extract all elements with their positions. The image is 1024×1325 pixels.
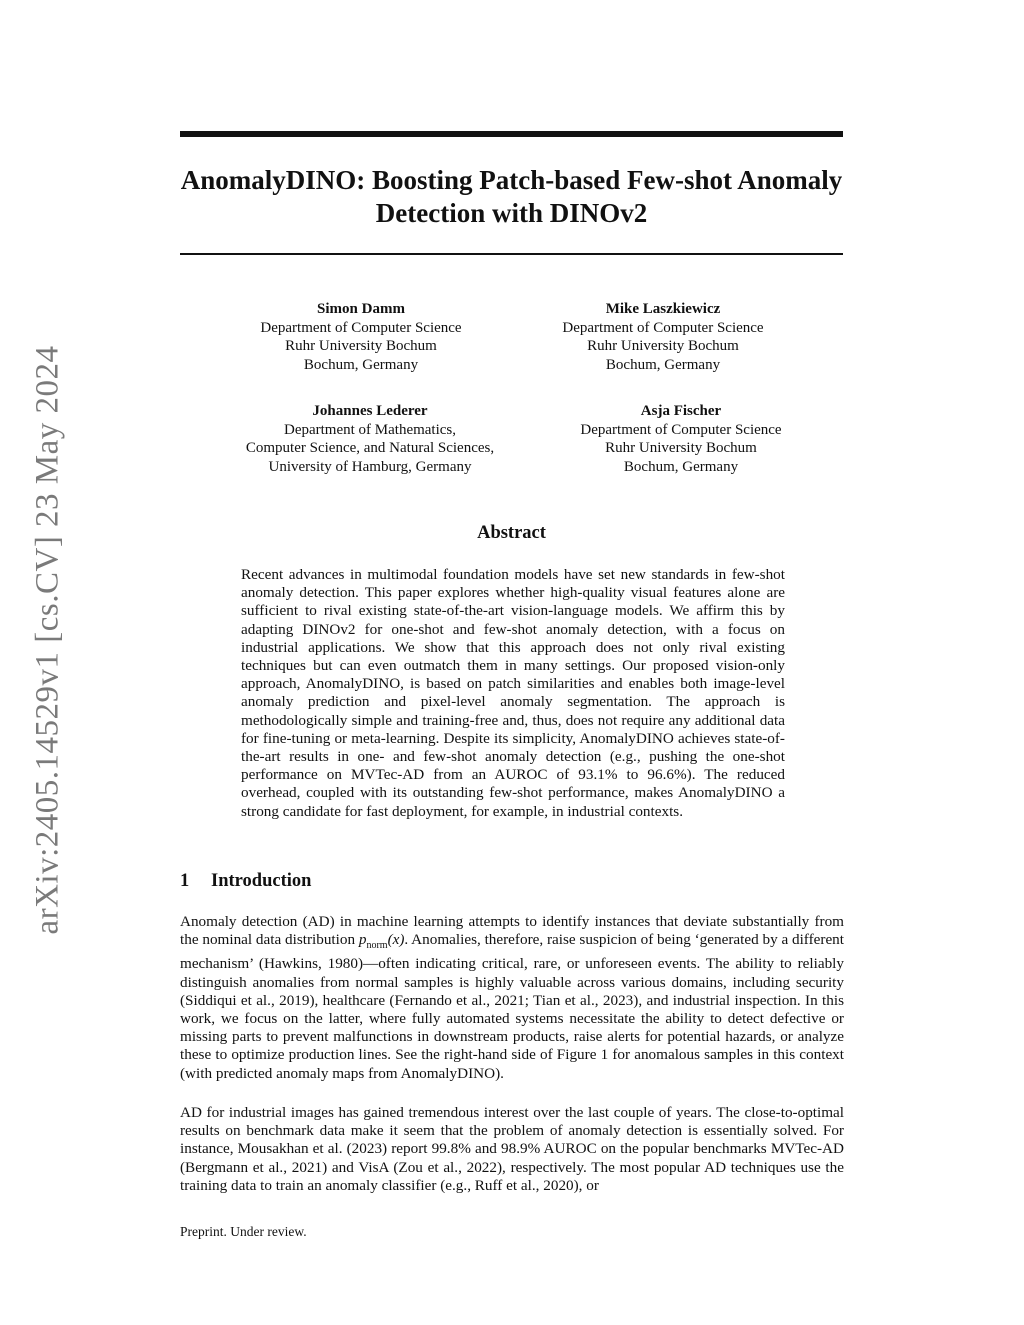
title-bottom-rule <box>180 253 843 255</box>
author-block <box>511 402 851 476</box>
title-top-rule <box>180 131 843 137</box>
author-block <box>493 300 833 374</box>
paragraph-text: . Anomalies, therefore, raise suspicion of being ‘generated by a different mechanism’ (Hawkins, 1980)—often indicating critical, rare, or unforeseen events. The ability to reliably distinguish anomalies from normal samples is highly valuable across various domains, including security (Siddiqui et al., 2019), healthcare (Fernando et al., 2021; Tian et al., 2023), and industrial inspection. In this work, we focus on the latter, where fully automated systems necessitate the ability to detect defective or missing parts to prevent malfunctions in downstream products, raise alerts for potential hazards, or analyze these to optimize production lines. See the right-hand side of Figure 1 for anomalous samples in this context (with predicted anomaly maps from AnomalyDINO). <box>180 931 844 1082</box>
author-block <box>191 300 531 374</box>
math-subscript: norm <box>366 940 388 952</box>
abstract-heading: Abstract <box>477 523 546 543</box>
author-name: Simon Damm <box>317 301 405 317</box>
author-affiliation: Department of Computer Science Ruhr University Bochum Bochum, Germany <box>580 421 782 475</box>
author-affiliation: Department of Computer Science Ruhr University Bochum Bochum, Germany <box>562 319 764 373</box>
author-name: Johannes Lederer <box>312 403 428 419</box>
abstract-text: Recent advances in multimodal foundation models have set new standards in few-shot anomaly detection. This paper explores whether high-quality visual features alone are sufficient to rival existing state-of-the-art vision-language models. We affirm this by adapting DINOv2 for one-shot and few-shot anomaly detection, with a focus on industrial applications. We show that this approach does not only rival existing techniques but can even outmatch them in many settings. Our proposed vision-only approach, AnomalyDINO, is based on patch similarities and enables both image-level anomaly prediction and pixel-level anomaly segmentation. The approach is methodologically simple and training-free and, thus, does not require any additional data for fine-tuning or meta-learning. Despite its simplicity, AnomalyDINO achieves state-of-the-art results in one- and few-shot anomaly detection (e.g., pushing the one-shot performance on MVTec-AD from an AUROC of 93.1% to 96.6%). The reduced overhead, coupled with its outstanding few-shot performance, makes AnomalyDINO a strong candidate for fast deployment, for example, in industrial contexts. <box>241 566 785 820</box>
math-argument: (x) <box>387 931 405 949</box>
paper-title: AnomalyDINO: Boosting Patch-based Few-shot Anomaly Detection with DINOv2 <box>180 165 843 228</box>
section-heading <box>180 871 311 892</box>
paragraph-text: Anomaly detection (AD) in machine learning attempts to identify instances that deviate substantially from the nominal data distribution <box>180 913 844 949</box>
intro-paragraph-2: AD for industrial images has gained tremendous interest over the last couple of years. The close-to-optimal results on benchmark data make it seem that the problem of anomaly detection is essentially solved. For instance, Mousakhan et al. (2023) report 99.8% and 98.9% AUROC on the popular benchmarks MVTec-AD (Bergmann et al., 2021) and VisA (Zou et al., 2022), respectively. The most popular AD techniques use the training data to train an anomaly classifier (e.g., Ruff et al., 2020), or <box>180 1104 844 1194</box>
author-block <box>200 402 540 476</box>
author-name: Mike Laszkiewicz <box>605 301 721 317</box>
author-affiliation: Department of Computer Science Ruhr University Bochum Bochum, Germany <box>260 319 462 373</box>
footer-note: Preprint. Under review. <box>180 1224 307 1239</box>
section-title: Introduction <box>211 871 312 891</box>
section-number: 1 <box>180 871 190 891</box>
intro-paragraph-1 <box>180 913 844 1083</box>
author-name: Asja Fischer <box>640 403 722 419</box>
arxiv-identifier: arXiv:2405.14529v1 [cs.CV] 23 May 2024 <box>29 345 66 935</box>
math-p: p <box>358 931 367 949</box>
author-affiliation: Department of Mathematics, Computer Science, and Natural Sciences, University of Hamburg, Germany <box>245 421 495 475</box>
